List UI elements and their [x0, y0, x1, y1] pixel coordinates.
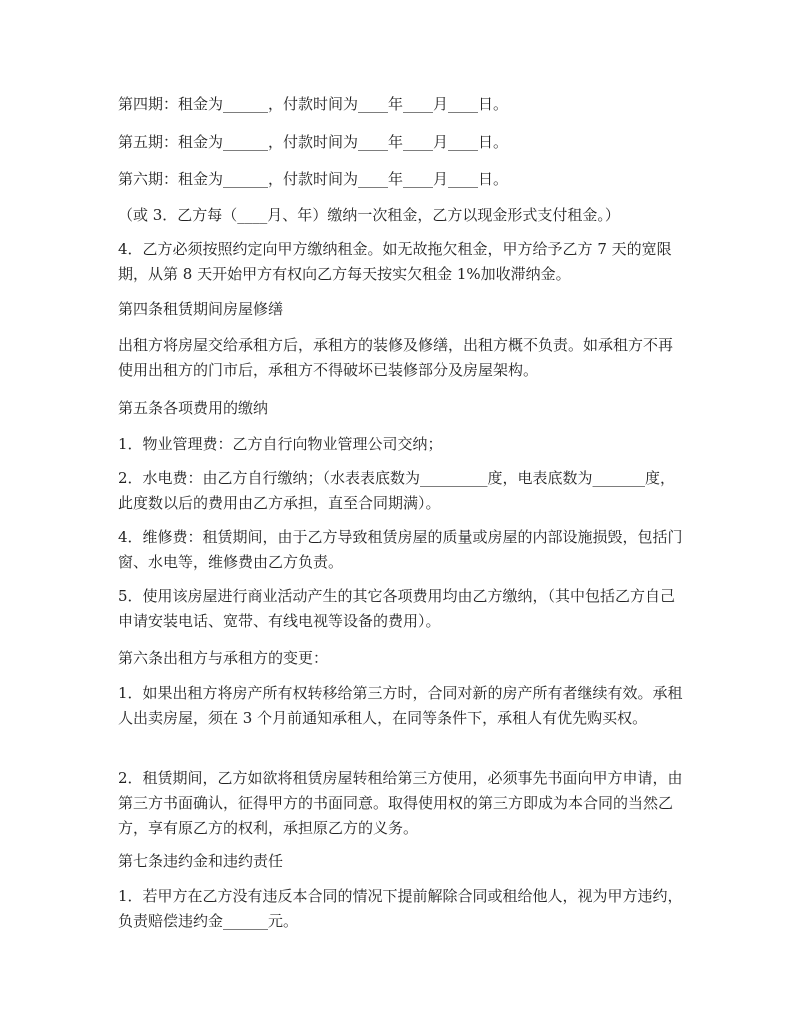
rent-installment-4: 第四期：租金为______，付款时间为____年____月____日。	[118, 95, 509, 113]
rent-installment-6: 第六期：租金为______，付款时间为____年____月____日。	[118, 170, 509, 188]
sublease-clause: 2．租赁期间，乙方如欲将租赁房屋转租给第三方使用，必须事先书面向甲方申请，由第三方书面确认，征得甲方的书面同意。取得使用权的第三方即成为本合同的当然乙方，享有原乙方的权利，承担原乙方的义务。	[118, 769, 683, 837]
landlord-breach-clause: 1．若甲方在乙方没有违反本合同的情况下提前解除合同或租给他人，视为甲方违约，负责赔偿违约金______元。	[118, 887, 683, 930]
utility-fee-clause: 2．水电费：由乙方自行缴纳；（水表表底数为_________度，电表底数为_______度，此度数以后的费用由乙方承担，直至合同期满）。	[118, 469, 676, 512]
section-6-heading: 第六条出租方与承租方的变更：	[118, 649, 329, 667]
section-7-heading: 第七条违约金和违约责任	[118, 852, 284, 870]
other-fees-clause: 5．使用该房屋进行商业活动产生的其它各项费用均由乙方缴纳，（其中包括乙方自己申请安装电话、宽带、有线电视等设备的费用）。	[118, 587, 676, 630]
ownership-transfer-clause: 1．如果出租方将房产所有权转移给第三方时，合同对新的房产所有者继续有效。承租人出卖房屋，须在 3 个月前通知承租人，在同等条件下，承租人有优先购买权。	[118, 684, 683, 727]
rent-installment-5: 第五期：租金为______，付款时间为____年____月____日。	[118, 133, 509, 151]
rent-payment-alternative: （或 3．乙方每（____月、年）缴纳一次租金，乙方以现金形式支付租金。）	[118, 206, 620, 224]
section-4-heading: 第四条租赁期间房屋修缮	[118, 300, 284, 318]
late-payment-clause: 4．乙方必须按照约定向甲方缴纳租金。如无故拖欠租金，甲方给予乙方 7 天的宽限期，从第 8 天开始甲方有权向乙方每天按实欠租金 1%加收滞纳金。	[118, 240, 672, 283]
property-fee-clause: 1．物业管理费：乙方自行向物业管理公司交纳；	[118, 435, 443, 453]
maintenance-fee-clause: 4．维修费：租赁期间，由于乙方导致租赁房屋的质量或房屋的内部设施损毁，包括门窗、水电等，维修费由乙方负责。	[118, 528, 683, 571]
repair-clause: 出租方将房屋交给承租方后，承租方的装修及修缮，出租方概不负责。如承租方不再使用出租方的门市后，承租方不得破坏已装修部分及房屋架构。	[118, 336, 674, 379]
section-5-heading: 第五条各项费用的缴纳	[118, 399, 269, 417]
